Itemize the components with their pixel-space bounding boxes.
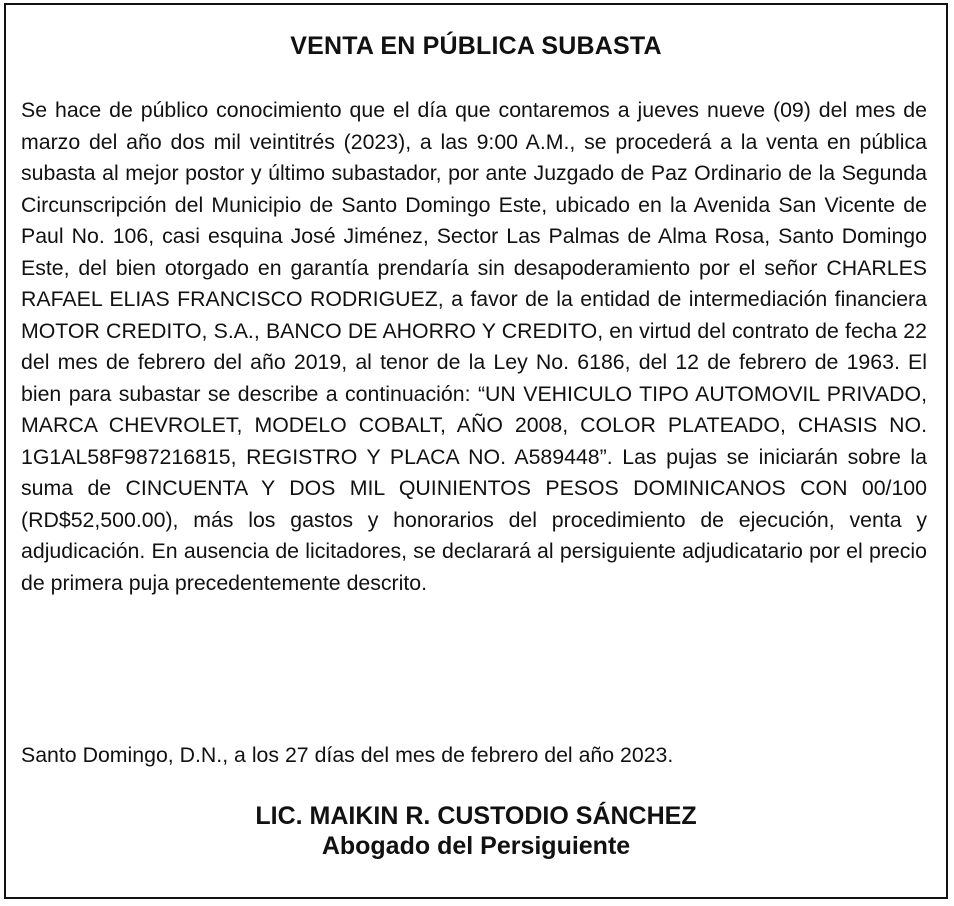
notice-title: VENTA EN PÚBLICA SUBASTA (290, 32, 662, 60)
signer-role: Abogado del Persiguiente (321, 832, 631, 860)
notice-date-line: Santo Domingo, D.N., a los 27 días del mes de febrero del año 2023. (21, 743, 674, 767)
signer-name: LIC. MAIKIN R. CUSTODIO SÁNCHEZ (255, 802, 697, 830)
notice-body: Se hace de público conocimiento que el día que contaremos a jueves nueve (09) del mes de marzo del año dos mil veintitrés (2023), a las 9:00 A.M., se procederá a la venta en pública subasta al mejor postor y último subastador, por ante Juzgado de Paz Ordinario de la Segunda Circunscripción del Municipio de Santo Domingo Este, ubicado en la Avenida San Vicente de Paul No. 106, casi esquina José Jiménez, Sector Las Palmas de Alma Rosa, Santo Domingo Este, del bien otorgado en garantía prendaría sin desapoderamiento por el señor CHARLES RAFAEL ELIAS FRANCISCO RODRIGUEZ, a favor de la entidad de intermediación financiera MOTOR CREDITO, S.A., BANCO DE AHORRO Y CREDITO, en virtud del contrato de fecha 22 del mes de febrero del año 2019, al tenor de la Ley No. 6186, del 12 de febrero de 1963. El bien para subastar se describe a continuación: “UN VEHICULO TIPO AUTOMOVIL PRIVADO, MARCA CHEVROLET, MODELO COBALT, AÑO 2008, COLOR PLATEADO, CHASIS NO. 1G1AL58F987216815, REGISTRO Y PLACA NO. A589448”. Las pujas se iniciarán sobre la suma de CINCUENTA Y DOS MIL QUINIENTOS PESOS DOMINICANOS CON 00/100 (RD$52,500.00), más los gastos y honorarios del procedimiento de ejecución, venta y adjudicación. En ausencia de licitadores, se declarará al persiguiente adjudicatario por el precio de primera puja precedentemente descrito. (21, 98, 927, 595)
notice-frame (4, 3, 948, 899)
